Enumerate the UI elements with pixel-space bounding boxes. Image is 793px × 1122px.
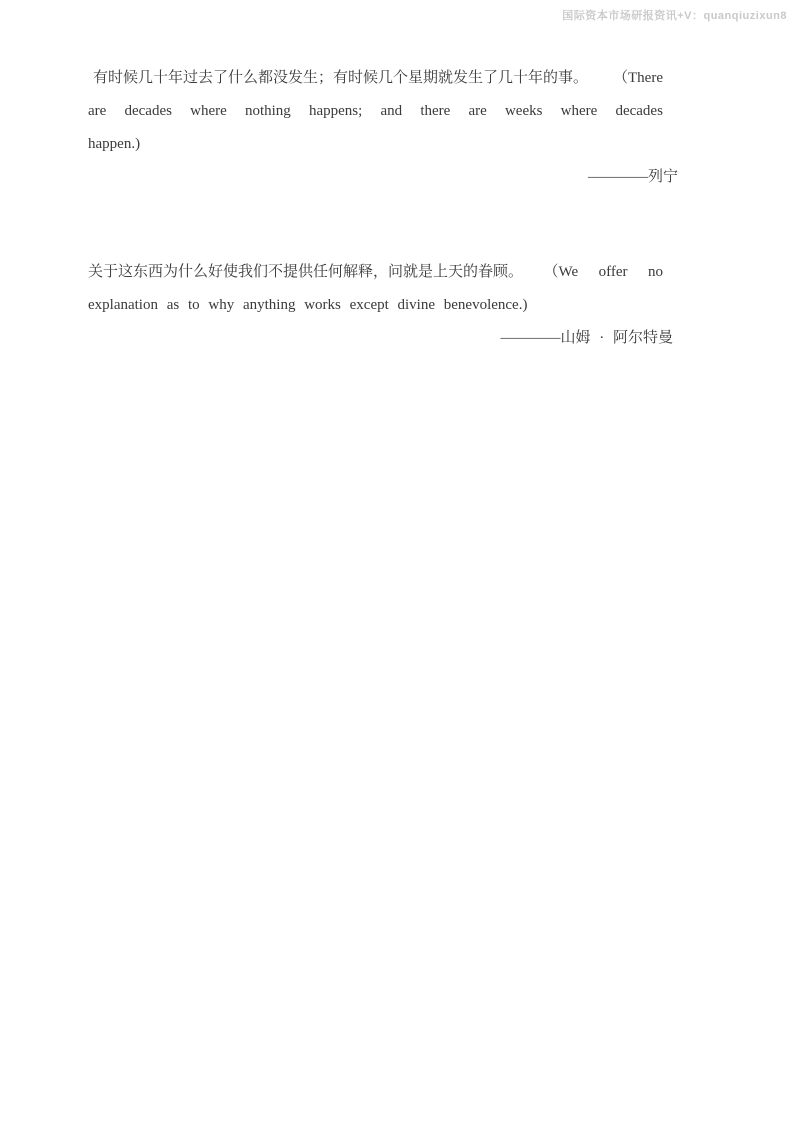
quote-line: 有时候几十年过去了什么都没发生；有时候几个星期就发生了几十年的事。 （There: [93, 70, 663, 86]
quote-line: explanation as to why anything works except divine benevolence.): [88, 297, 528, 313]
altman-attribution: ————山姆 · 阿尔特曼: [500, 330, 673, 346]
quote-line: happen.): [88, 136, 141, 152]
quote-line: are decades where nothing happens; and there are weeks where decades: [88, 103, 663, 119]
quote-line: 关于这东西为什么好使我们不提供任何解释，问就是上天的眷顾。 （We offer no: [88, 264, 663, 280]
lenin-quote: [88, 62, 678, 194]
altman-quote: [88, 256, 673, 355]
lenin-attribution: ————列宁: [587, 169, 678, 185]
watermark: 国际资本市场研报资讯+V：quanqiuzixun8: [562, 10, 787, 22]
